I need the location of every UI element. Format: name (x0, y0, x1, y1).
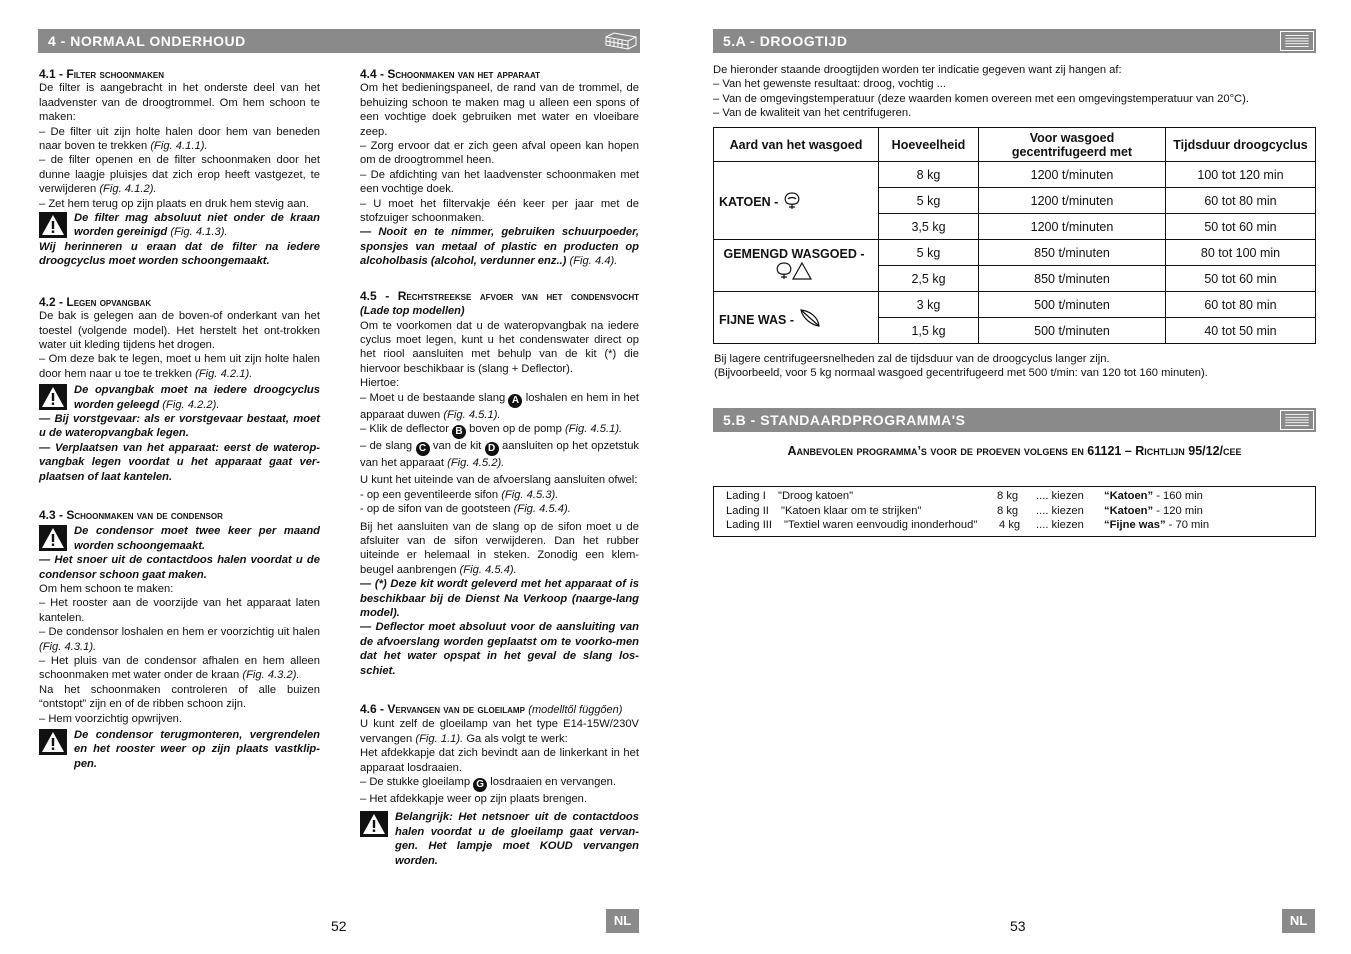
paragraph: De hieronder staande droogtijden worden ter indicatie gegeven want zij hangen af: (713, 64, 1122, 76)
section-title: 5.B - STANDAARDPROGRAMMA'S (723, 412, 966, 428)
table-cell: 40 tot 50 min (1166, 318, 1316, 344)
table-cell: 60 tot 80 min (1166, 292, 1316, 318)
paragraph: Na het schoonmaken controleren of alle buizen “ontstopt” zijn en of de ribben schoon zijn. (39, 683, 320, 711)
paragraph: – U moet het filtervakje één keer per jaar met de stofzuiger schoonmaken. (360, 197, 639, 225)
warning-text: Wij herinneren u eraan dat de filter na iedere droogcyclus moet worden schoongemaakt. (39, 240, 320, 268)
table-cell: 60 tot 80 min (1166, 188, 1316, 214)
warning-note: De condensor terugmonteren, vergrendelen en het rooster weer op zijn plaats vastklip-pen. (39, 728, 320, 771)
cotton-icon (782, 191, 802, 211)
table-cell: 1200 t/minuten (979, 214, 1166, 240)
table-header-row (714, 128, 1316, 162)
table-cell: 3,5 kg (879, 214, 979, 240)
warning-text: — (*) Deze kit wordt geleverd met het apparaat of is beschikbaar bij de Dienst Na Verkoop (naarge-lang model). (360, 578, 639, 619)
warning-icon (39, 212, 67, 238)
warning-icon (360, 811, 388, 837)
paragraph: – De afdichting van het laadvenster schoonmaken met een vochtige doek. (360, 168, 639, 196)
page-number-right: 53 (1010, 918, 1026, 934)
table-header: Voor wasgoed gecentrifugeerd met (979, 128, 1166, 162)
table-cell: 3 kg (879, 292, 979, 318)
category-cell: FIJNE WAS - (714, 292, 879, 344)
paragraph: – Het rooster aan de voorzijde van het apparaat laten kantelen. (39, 597, 320, 624)
warning-note: De opvangbak moet na iedere droogcyclus worden geleegd (Fig. 4.2.2). (39, 383, 320, 412)
paragraph: Om hem schoon te maken: (39, 583, 174, 595)
section-header-maintenance (38, 29, 640, 53)
paragraph: Bij het aansluiten van de slang op de sifon moet u de afsluiter van de sifon verwijderen. Dan het rubber uiteinde er helemaal in steken. Zonodig een klem-beugel aanbrengen (Fig. 4.5.4). (360, 520, 639, 576)
warning-text: — Verplaatsen van het apparaat: eerst de waterop-vangbak legen voordat u het apparaat gaat ver-plaatsen of laat kantelen. (39, 441, 320, 483)
warning-text: — Nooit en te nimmer, gebruiken schuurpoeder, sponsjes van metaal of plastic en producten op alcoholbasis (alcohol, verdunner enz..) (Fig. 4.4). (360, 226, 639, 268)
mixed-icon (774, 261, 814, 281)
paragraph: De filter is aangebracht in het onderste deel van het laadvenster van de droogtrommel. Om hem schoon te maken: (39, 82, 320, 124)
programs-list: Lading I "Droog katoen" 8 kg .... kiezen “Katoen” - 160 min Lading II "Katoen klaar om te strijken" 8 kg .... kiezen “Katoen” - 120 min Lading III "Textiel waren eenvoudig inonderhoud" 4 kg .... kiezen “Fijne was” - 70 min (713, 486, 1316, 537)
warning-icon (39, 729, 67, 755)
paragraph: Bij lagere centrifugeersnelheden zal de tijdsduur van de droogcyclus langer zijn. (714, 353, 1110, 365)
warning-text: — Het snoer uit de contactdoos halen voordat u de condensor schoon gaat maken. (39, 554, 320, 581)
paragraph: – Van het gewenste resultaat: droog, vochtig ... (713, 78, 947, 91)
paragraph: – Het pluis van de condensor afhalen en hem alleen schoonmaken met water onder de kraan (Fig. 4.3.2). (39, 655, 320, 682)
paragraph: – Van de omgevingstemperatuur (deze waarden komen overeen met een omgevingstemperatuur van 20°C). (713, 92, 1249, 105)
section-title: 5.A - DROOGTIJD (723, 33, 848, 49)
table-cell: 50 tot 60 min (1166, 214, 1316, 240)
warning-text: — Deflector moet absoluut voor de aansluiting van de afvoerslang worden geplaatst om te voorko-men dat het water opspat in het geval de slang los-schiet. (360, 621, 639, 677)
paragraph: – Moet u de bestaande slang A loshalen en hem in het apparaat duwen (Fig. 4.5.1). (360, 391, 639, 421)
warning-note: De filter mag absoluut niet onder de kraan worden gereinigd (Fig. 4.1.3). (39, 211, 320, 240)
subsection-title-4-6: 4.6 - Vervangen van de gloeilamp (modelltől függően) (360, 702, 623, 717)
paragraph: Hiertoe: (360, 377, 400, 390)
warning-note: De condensor moet twee keer per maand worden schoongemaakt. (39, 524, 320, 553)
subsection-title-4-3: 4.3 - Schoonmaken van de condensor (39, 507, 223, 522)
letter-c-icon: C (416, 442, 430, 456)
warning-icon (39, 525, 67, 551)
table-cell: 2,5 kg (879, 266, 979, 292)
letter-b-icon: B (452, 425, 466, 439)
warning-icon (39, 384, 67, 410)
paragraph: – Van de kwaliteit van het centrifugeren. (713, 107, 912, 120)
table-cell: 100 tot 120 min (1166, 162, 1316, 188)
paragraph: – de slang C van de kit D aansluiten op het opzetstuk van het apparaat (Fig. 4.5.2). (360, 439, 640, 469)
section-title: 4 - NORMAAL ONDERHOUD (48, 33, 246, 49)
letter-g-icon: G (473, 778, 487, 792)
drying-time-table (713, 127, 1316, 344)
page-number-left: 52 (331, 918, 347, 934)
table-cell: 5 kg (879, 240, 979, 266)
paragraph: Om het bedieningspaneel, de rand van de trommel, de behuizing schoon te maken mag u alleen een spons of een vochtige doek gebruiken met water en vloeibare zeep. (360, 82, 639, 138)
paragraph: – De filter uit zijn holte halen door hem van beneden naar boven te trekken (Fig. 4.1.1). (39, 125, 320, 153)
paragraph: – de filter openen en de filter schoonmaken door het dunne laagje pluisjes dat zich erop heeft vastgezet, te verwijderen (Fig. 4.1.2). (39, 154, 320, 196)
table-cell: 1,5 kg (879, 318, 979, 344)
letter-d-icon: D (485, 442, 499, 456)
category-cell: GEMENGD WASGOED - (714, 240, 879, 292)
table-cell: 80 tot 100 min (1166, 240, 1316, 266)
paragraph: - op de sifon van de gootsteen (Fig. 4.5.4). (360, 503, 571, 516)
language-badge-left: NL (606, 909, 639, 933)
category-cell: KATOEN - (714, 162, 879, 240)
letter-a-icon: A (508, 394, 522, 408)
subsection-title-4-2: 4.2 - Legen opvangbak (39, 294, 152, 309)
dryer-grid-icon (604, 31, 638, 51)
paragraph: – Om deze bak te legen, moet u hem uit zijn holte halen door hem naar u toe te trekken (Fig. 4.2.1). (39, 353, 320, 380)
table-cell: 850 t/minuten (979, 240, 1166, 266)
table-cell: 50 tot 60 min (1166, 266, 1316, 292)
drying-intro (713, 63, 1316, 121)
table-cell: 500 t/minuten (979, 318, 1166, 344)
delicate-icon (798, 307, 822, 329)
paragraph: U kunt zelf de gloeilamp van het type E14-15W/230V vervangen (Fig. 1.1). Ga als volgt te werk: (360, 718, 639, 745)
section-header-standard-programs (713, 408, 1316, 432)
table-cell: 1200 t/minuten (979, 188, 1166, 214)
table-header: Aard van het wasgoed (714, 128, 879, 162)
paragraph: De bak is gelegen aan de boven-of onderkant van het toestel (volgende model). Het herstelt het ont-trokken water uit kleding tijdens het drogen. (39, 310, 320, 351)
left-column-1 (39, 65, 320, 771)
programs-subtitle: Aanbevolen programma’s voor de proeven volgens en 61121 – Richtlijn 95/12/cee (787, 444, 1242, 458)
section-header-drying-time (713, 29, 1316, 53)
table-row (714, 292, 1316, 318)
paragraph: - op een geventileerde sifon (Fig. 4.5.3). (360, 488, 559, 501)
subsection-title-4-5: 4.5 - Rechtstreekse afvoer van het condensvocht (Lade top modellen) (360, 288, 640, 318)
paragraph: Om te voorkomen dat u de wateropvangbak na iedere cyclus moet legen, kunt u het condenswater direct op het riool aansluiten met behulp van de kit (*) die hiervoor beschikbaar is (slang + Deflector). (360, 319, 639, 375)
table-cell: 850 t/minuten (979, 266, 1166, 292)
paragraph: – Klik de deflector B boven op de pomp (Fig. 4.5.1). (360, 422, 623, 437)
paragraph: – Hem voorzichtig opwrijven. (39, 712, 183, 725)
table-cell: 500 t/minuten (979, 292, 1166, 318)
paragraph: Het afdekkapje dat zich bevindt aan de linkerkant in het apparaat losdraaien. (360, 747, 639, 774)
paragraph: – Het afdekkapje weer op zijn plaats brengen. (360, 793, 588, 806)
paragraph: U kunt het uiteinde van de afvoerslang aansluiten ofwel: (360, 474, 638, 487)
table-cell: 8 kg (879, 162, 979, 188)
left-column-2 (360, 65, 639, 868)
table-cell: 5 kg (879, 188, 979, 214)
table-header: Hoeveelheid (879, 128, 979, 162)
paragraph: (Bijvoorbeeld, voor 5 kg normaal wasgoed gecentrifugeerd met 500 t/min: van 120 tot 160 minuten). (714, 367, 1208, 380)
paragraph: – De condensor loshalen en hem er voorzichtig uit halen (Fig. 4.3.1). (39, 626, 320, 653)
table-row (714, 240, 1316, 266)
paragraph: – Zet hem terug op zijn plaats en druk hem stevig aan. (39, 197, 309, 210)
table-cell: 1200 t/minuten (979, 162, 1166, 188)
warning-note: Belangrijk: Het netsnoer uit de contactdoos halen voordat u de gloeilamp gaat vervan-gen. Het lampje moet KOUD vervangen worden. (360, 810, 639, 868)
subsection-title-4-4: 4.4 - Schoonmaken van het apparaat (360, 67, 541, 81)
table-header: Tijdsduur droogcyclus (1166, 128, 1316, 162)
paragraph: – Zorg ervoor dat er zich geen afval opeen kan hopen om de droogtrommel heen. (360, 140, 639, 167)
drying-notes (714, 352, 1317, 381)
subsection-title-4-1: 4.1 - Filter schoonmaken (39, 67, 164, 81)
table-row (714, 162, 1316, 188)
list-icon (1280, 31, 1314, 51)
list-icon (1280, 410, 1314, 430)
paragraph: – De stukke gloeilamp G losdraaien en vervangen. (360, 776, 616, 791)
warning-text: — Bij vorstgevaar: als er vorstgevaar bestaat, moet u de wateropvangbak legen. (39, 412, 320, 440)
language-badge-right: NL (1282, 909, 1315, 933)
